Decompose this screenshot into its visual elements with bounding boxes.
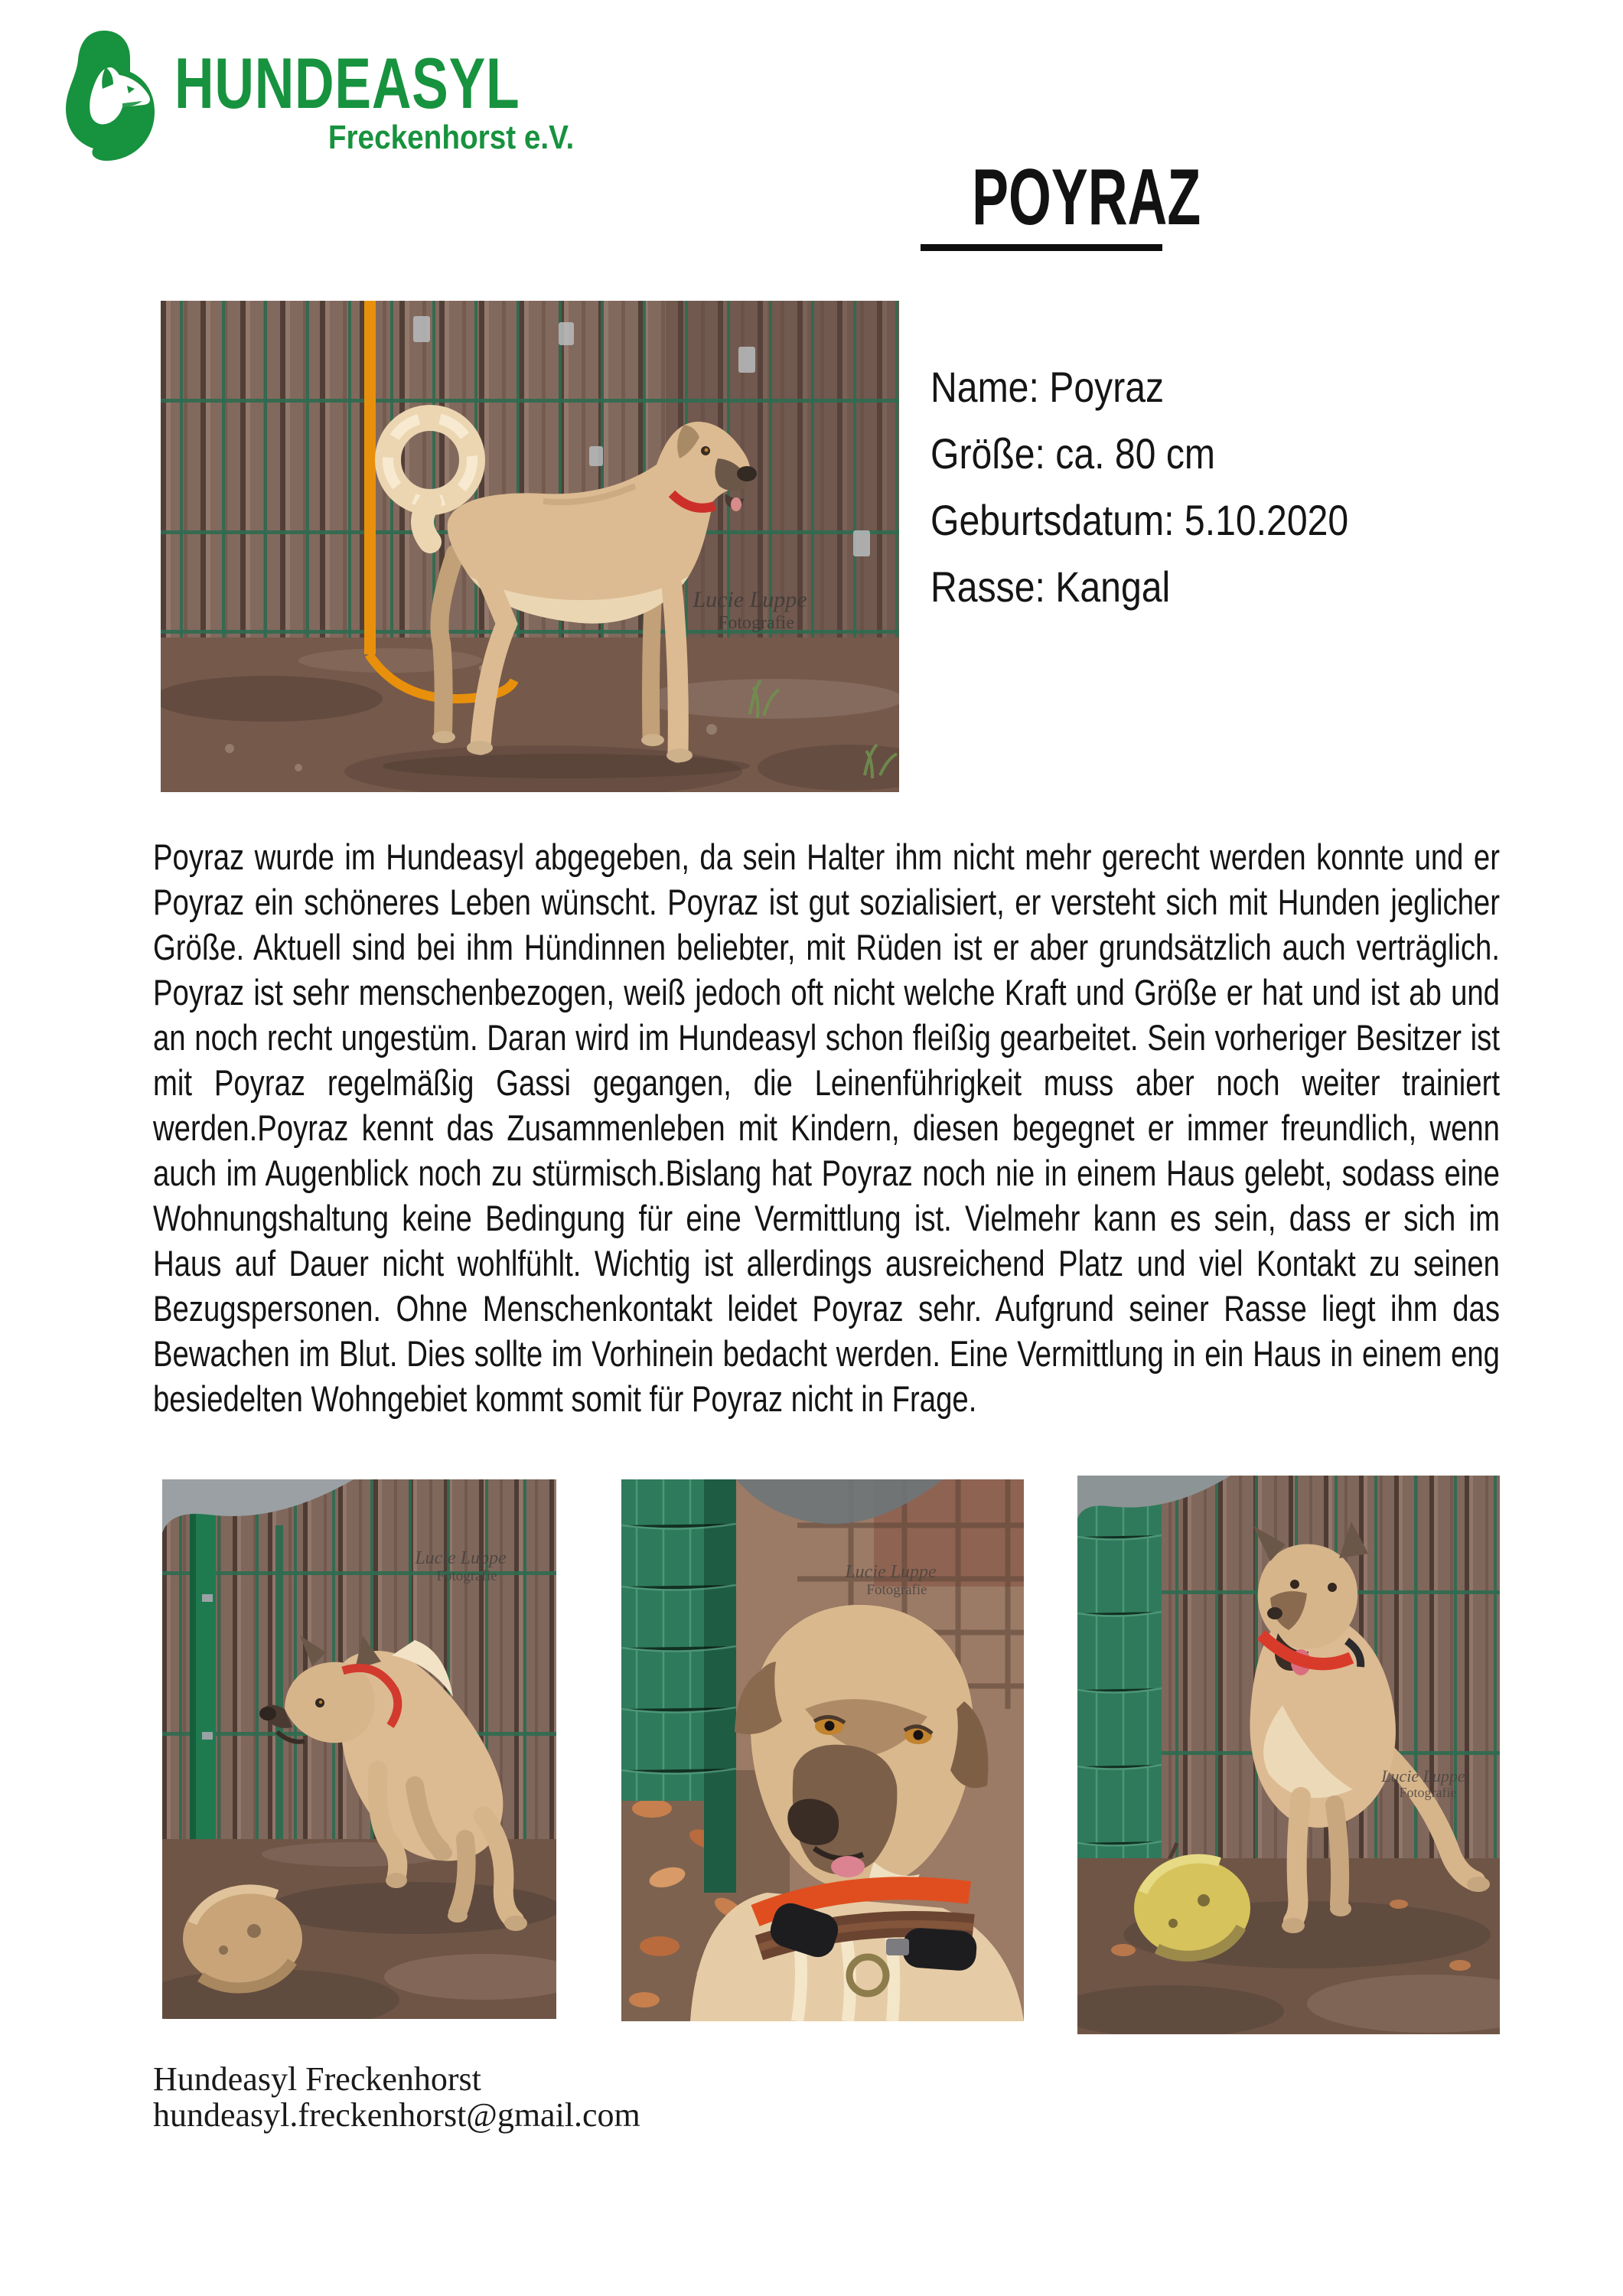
description-section (153, 834, 1500, 1421)
brand-subtitle-text: Freckenhorst e.V. (328, 119, 574, 156)
info-size: Größe: ca. 80 cm (930, 429, 1216, 478)
footer-email: hundeasyl.freckenhorst@gmail.com (153, 2096, 640, 2134)
watermark-text: Fotografie (718, 613, 794, 633)
info-birthdate: Geburtsdatum: 5.10.2020 (930, 496, 1349, 544)
description-paragraph: Poyraz wurde im Hundeasyl abgegeben, da sein Halter ihm nicht mehr gerecht werden konnte und er Poyraz ein schöneres Leben wünscht. Poyraz ist gut sozialisiert, er versteht sich mit Hunden jeglicher Größe. Aktuell sind bei ihm Hündinnen beliebter, mit Rüden ist er aber grundsätzlich auch verträglich. Poyraz ist sehr menschenbezogen, weiß jedoch oft nicht welche Kraft und Größe er hat und ist ab und an noch recht ungestüm. Daran wird im Hundeasyl schon fleißig gearbeitet. Sein vorheriger Besitzer ist mit Poyraz regelmäßig Gassi gegangen, die Leinenführigkeit muss aber noch weiter trainiert werden.Poyraz kennt das Zusammenleben mit Kindern, diesen begegnet er immer freundlich, wenn auch im Augenblick noch zu stürmisch.Bislang hat Poyraz noch nie in einem Haus gelebt, sodass eine Wohnungshaltung keine Bedingung für eine Vermittlung ist. Vielmehr kann es sein, dass er sich im Haus auf Dauer nicht wohlfühlt. Wichtig ist allerdings ausreichend Platz und viel Kontakt zu seinen Bezugspersonen. Ohne Menschenkontakt leidet Poyraz sehr. Aufgrund seiner Rasse liegt ihm das Bewachen im Blut. Dies sollte im Vorhinein bedacht werden. Eine Vermittlung in ein Haus in einem eng besiedelten Wohngebiet kommt somit für Poyraz nicht in Frage. (153, 837, 1500, 1419)
info-breed: Rasse: Kangal (930, 563, 1171, 611)
footer (153, 2061, 640, 2133)
brand-name-text: HUNDEASYL (174, 43, 520, 123)
dog-photo-running (1077, 1476, 1500, 2034)
page-title (921, 153, 1201, 251)
page-title-text: POYRAZ (972, 153, 1201, 242)
dog-info-list (930, 354, 1512, 620)
watermark-text: Fotografie (436, 1568, 497, 1584)
yellow-ball (1134, 1859, 1250, 1957)
dog-head-logo-icon (66, 31, 155, 161)
dog-photo-jumping (162, 1479, 556, 2019)
watermark-text: Lucie Luppe (693, 587, 807, 612)
watermark-text: Fotografie (1399, 1785, 1457, 1800)
watermark-text: Lucie Luppe (1381, 1766, 1465, 1786)
dog-photo-portrait (621, 1479, 1024, 2021)
info-name: Name: Poyraz (930, 363, 1165, 411)
footer-org: Hundeasyl Freckenhorst (153, 2060, 481, 2098)
dog-photo-main (161, 301, 899, 792)
brand-name (174, 43, 629, 123)
watermark-text: Lucie Luppe (415, 1548, 507, 1568)
watermark-text: Fotografie (866, 1582, 927, 1598)
watermark-text: Lucie Luppe (845, 1562, 937, 1582)
hundeasyl-logo-icon (60, 28, 167, 164)
brand-subtitle (174, 121, 574, 155)
